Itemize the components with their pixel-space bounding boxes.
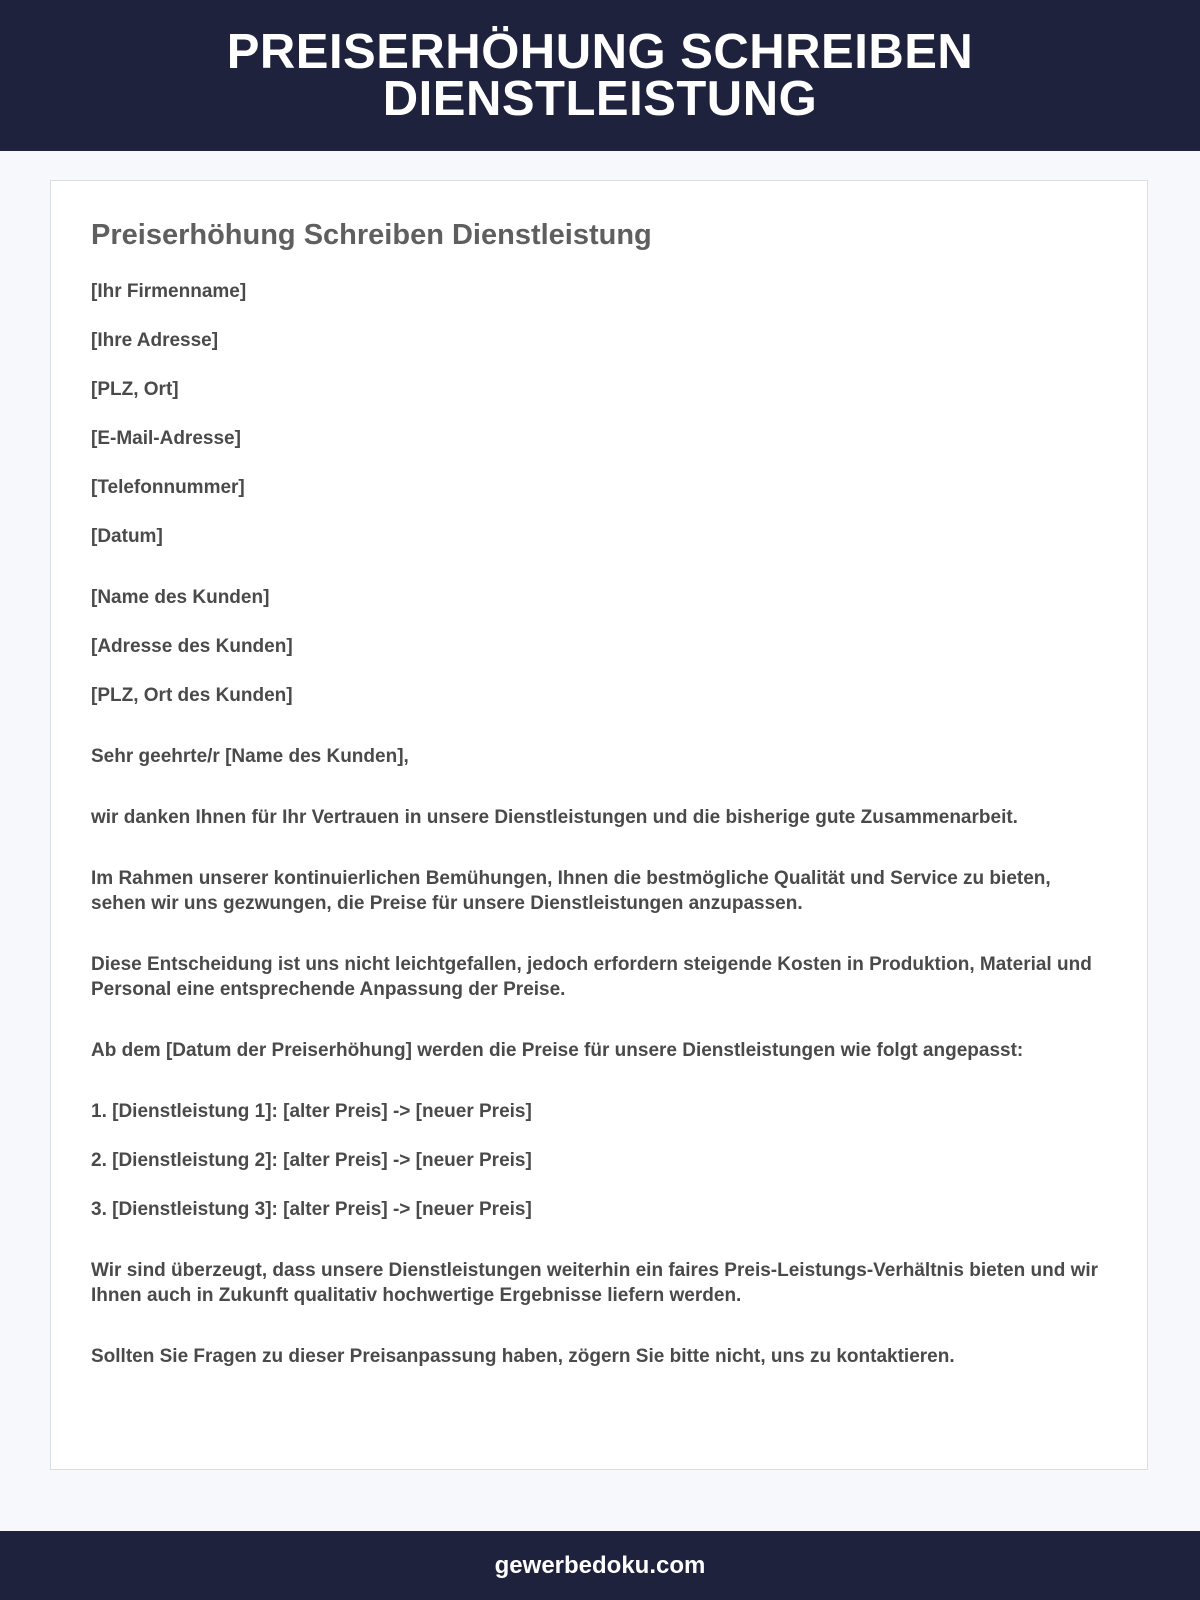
- sender-city: [PLZ, Ort]: [91, 379, 179, 400]
- letter-date: [Datum]: [91, 526, 163, 547]
- sender-address: [Ihre Adresse]: [91, 330, 219, 351]
- letter-paragraph: Diese Entscheidung ist uns nicht leichtgefallen, jedoch erfordern steigende Kosten in Produktion, Material und Personal eine entsprechende Anpassung der Preise.: [91, 954, 1092, 1000]
- letter-paragraph: Sollten Sie Fragen zu dieser Preisanpassung haben, zögern Sie bitte nicht, uns zu kontaktieren.: [91, 1346, 955, 1367]
- price-list-item: 1. [Dienstleistung 1]: [alter Preis] -> [neuer Preis]: [91, 1101, 532, 1122]
- page-footer-banner: [0, 1531, 1200, 1600]
- letter-title: Preiserhöhung Schreiben Dienstleistung: [91, 219, 652, 251]
- sender-email: [E-Mail-Adresse]: [91, 428, 241, 449]
- page-header-title: [226, 24, 974, 126]
- page-header-banner: [0, 0, 1200, 151]
- footer-site-name: gewerbedoku.com: [494, 1551, 706, 1579]
- page-header-title-line-1: PREISERHÖHUNG SCHREIBEN: [226, 24, 974, 79]
- letter-paragraph: Im Rahmen unserer kontinuierlichen Bemühungen, Ihnen die bestmögliche Qualität und Service zu bieten, sehen wir uns gezwungen, die Preise für unsere Dienstleistungen anzupassen.: [91, 868, 1051, 914]
- price-list-item: 3. [Dienstleistung 3]: [alter Preis] -> [neuer Preis]: [91, 1199, 532, 1220]
- page-header-title-line-2: DIENSTLEISTUNG: [382, 71, 818, 126]
- price-list-item: 2. [Dienstleistung 2]: [alter Preis] -> [neuer Preis]: [91, 1150, 532, 1171]
- letter-paragraph: Ab dem [Datum der Preiserhöhung] werden die Preise für unsere Dienstleistungen wie folgt angepasst:: [91, 1040, 1024, 1061]
- recipient-city: [PLZ, Ort des Kunden]: [91, 685, 293, 706]
- letter-paragraph: Wir sind überzeugt, dass unsere Dienstleistungen weiterhin ein faires Preis-Leistungs-Verhältnis bieten und wir Ihnen auch in Zukunft qualitativ hochwertige Ergebnisse liefern werden.: [91, 1260, 1099, 1306]
- letter-paragraph: wir danken Ihnen für Ihr Vertrauen in unsere Dienstleistungen und die bisherige gute Zusammenarbeit.: [91, 807, 1018, 828]
- letter-document: [50, 180, 1148, 1470]
- sender-company: [Ihr Firmenname]: [91, 281, 247, 302]
- sender-phone: [Telefonnummer]: [91, 477, 245, 498]
- recipient-name: [Name des Kunden]: [91, 587, 270, 608]
- letter-salutation: Sehr geehrte/r [Name des Kunden],: [91, 746, 409, 767]
- recipient-address: [Adresse des Kunden]: [91, 636, 293, 657]
